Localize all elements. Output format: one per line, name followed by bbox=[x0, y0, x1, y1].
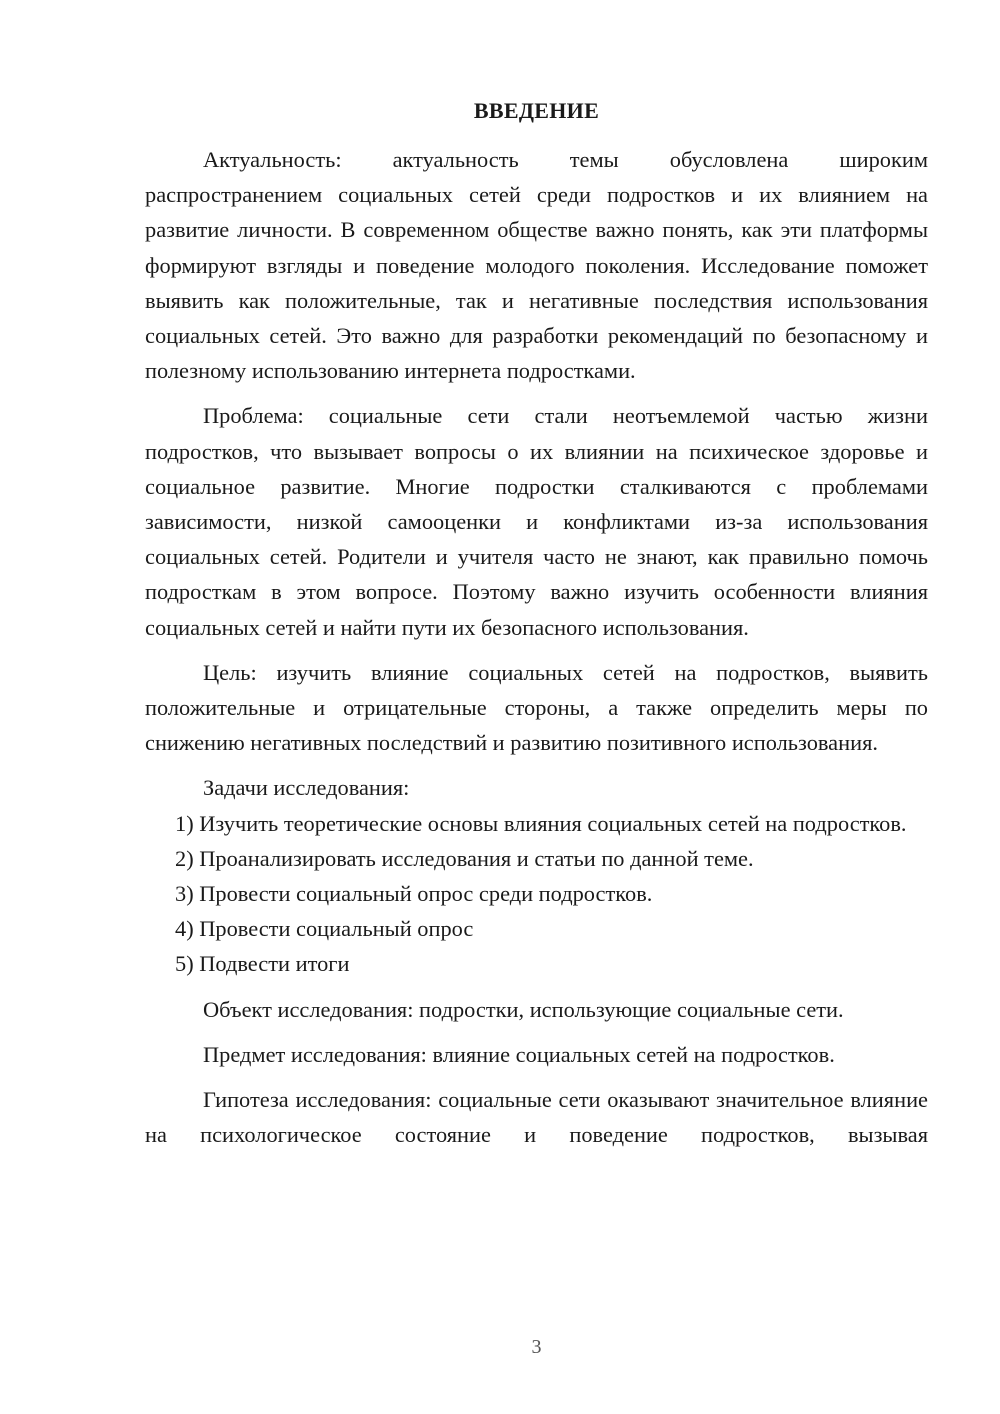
task-item: 5) Подвести итоги bbox=[175, 951, 350, 977]
document-page bbox=[145, 0, 928, 1414]
paragraph-goal: Цель: изучить влияние социальных сетей на подростков, выявить положительные и отрицательные стороны, а также определить меры по снижению негативных последствий и развитию позитивного использования. bbox=[145, 659, 928, 756]
document-body bbox=[145, 142, 928, 1152]
page-number: 3 bbox=[531, 1336, 542, 1358]
tasks-heading: Задачи исследования: bbox=[203, 775, 410, 801]
page-title: ВВЕДЕНИЕ bbox=[473, 98, 600, 123]
paragraph-object: Объект исследования: подростки, использующие социальные сети. bbox=[203, 996, 844, 1022]
paragraph-subject: Предмет исследования: влияние социальных сетей на подростков. bbox=[203, 1041, 835, 1067]
paragraph-hypothesis: Гипотеза исследования: социальные сети оказывают значительное влияние на психологическое состояние и поведение подростков, вызывая bbox=[145, 1087, 928, 1148]
task-item: 2) Проанализировать исследования и статьи по данной теме. bbox=[175, 845, 754, 871]
paragraph-problem: Проблема: социальные сети стали неотъемлемой частью жизни подростков, что вызывает вопросы о их влиянии на психическое здоровье и социальное развитие. Многие подростки сталкиваются с проблемами зависимости, низкой самооценки и конфликтами из-за использования социальных сетей. Родители и учителя часто не знают, как правильно помочь подросткам в этом вопросе. Поэтому важно изучить особенности влияния социальных сетей и найти пути их безопасного использования. bbox=[145, 403, 928, 640]
paragraph-relevance: Актуальность: актуальность темы обусловлена широким распространением социальных сетей среди подростков и их влиянием на развитие личности. В современном обществе важно понять, как эти платформы формируют взгляды и поведение молодого поколения. Исследование поможет выявить как положительные, так и негативные последствия использования социальных сетей. Это важно для разработки рекомендаций по безопасному и полезному использованию интернета подростками. bbox=[145, 147, 928, 384]
task-item: 3) Провести социальный опрос среди подростков. bbox=[175, 881, 653, 907]
task-item: 4) Провести социальный опрос bbox=[175, 916, 474, 942]
task-item: 1) Изучить теоретические основы влияния социальных сетей на подростков. bbox=[175, 810, 907, 836]
